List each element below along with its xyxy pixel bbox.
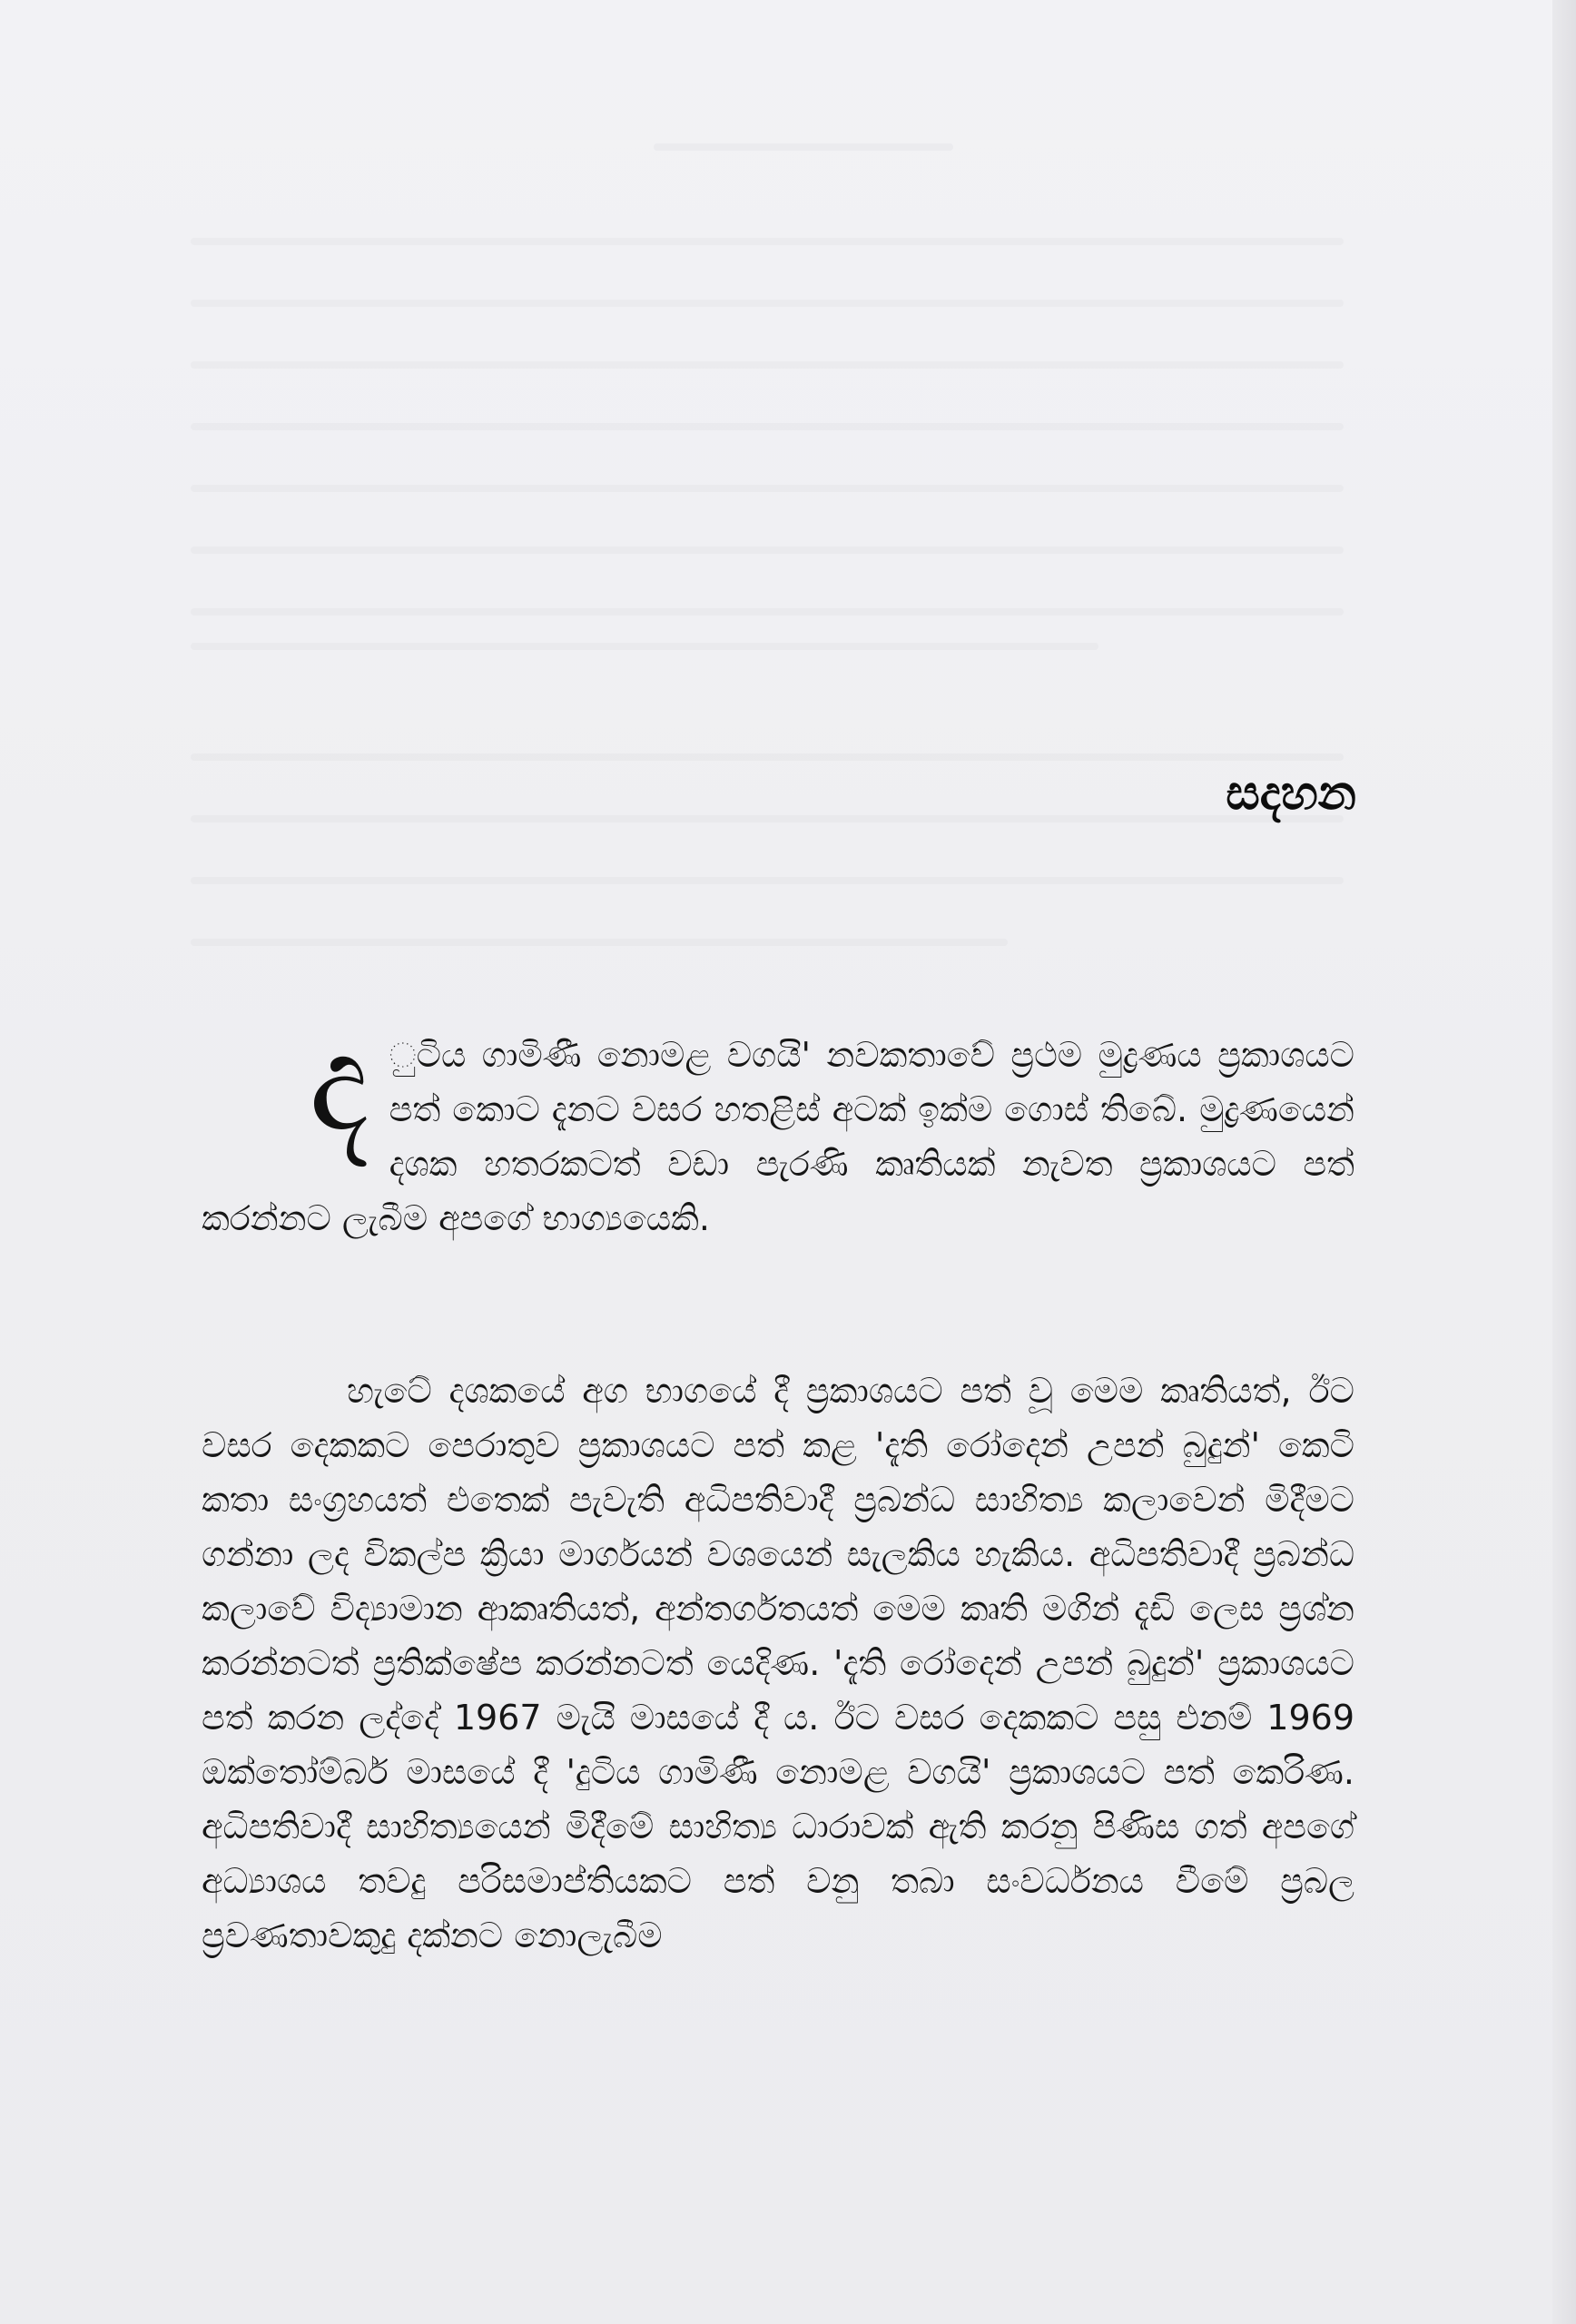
drop-cap-letter: ද (309, 1004, 369, 1162)
section-heading: සදහන (1226, 766, 1356, 821)
show-through-text (0, 0, 1576, 726)
page-edge-shadow (1552, 0, 1576, 2324)
paragraph-1-text: ුටිය ගාමිණී නොමළ වගයි' නවකතාවේ ප්‍රථම මුද්‍රණය ප්‍රකාශයට පත් කොට දැනට වසර හතළිස් අටක් ඉක්ම ගොස් තිබේ. මුද්‍රණයෙන් දශක හතරකටත් වඩා පැරණි කෘතියක් නැවත ප්‍රකාශයට පත් කරන්නට ලැබීම අපගේ භාග්‍යයෙකි. (202, 1035, 1354, 1238)
paragraph-2: හැටේ දශකයේ අග භාගයේ දී ප්‍රකාශයට පත් වූ මෙම කෘතියත්, ඊට වසර දෙකකට පෙරාතුව ප්‍රකාශයට පත් කළ 'දැති රෝදෙන් උපන් බුදුන්' කෙටි කතා සංග්‍රහයත් එතෙක් පැවැති අධිපතිවාදී ප්‍රබන්ධ සාහිත්‍ය කලාවෙන් මිදීමට ගන්නා ලද විකල්ප ක්‍රියා මාර්ගයන් වශයෙන් සැලකිය හැකිය. අධිපතිවාදී ප්‍රබන්ධ කලාවේ විද්‍යාමාන ආකෘතියත්, අන්තර්ගතයත් මෙම කෘති මගින් දැඩි ලෙස ප්‍රශ්න කරන්නටත් ප්‍රතික්ෂේප කරන්නටත් යෙදිණ. 'දැති රෝදෙන් උපන් බුදුන්' ප්‍රකාශයට පත් කරන ලද්දේ 1967 මැයි මාසයේ දී ය. ඊට වසර දෙකකට පසු එනම් 1969 ඔක්තෝම්බර් මාසයේ දී 'දුටිය ගාමිණී නොමළ වගයි' ප්‍රකාශයට පත් කෙරිණ. අධිපතිවාදී සාහිත්‍යයෙන් මිදීමේ සාහිත්‍ය ධාරාවක් ඇති කරනු පිණිස ගත් අපගේ අධ්‍යාශය තවදු පරිසමාප්තියකට පත් වනු තබා සංවර්ධනය වීමේ ප්‍රබල ප්‍රවණතාවකුදු දක්නට නොලැබීම (202, 1371, 1354, 1955)
paragraph-1 (202, 1004, 1354, 1246)
